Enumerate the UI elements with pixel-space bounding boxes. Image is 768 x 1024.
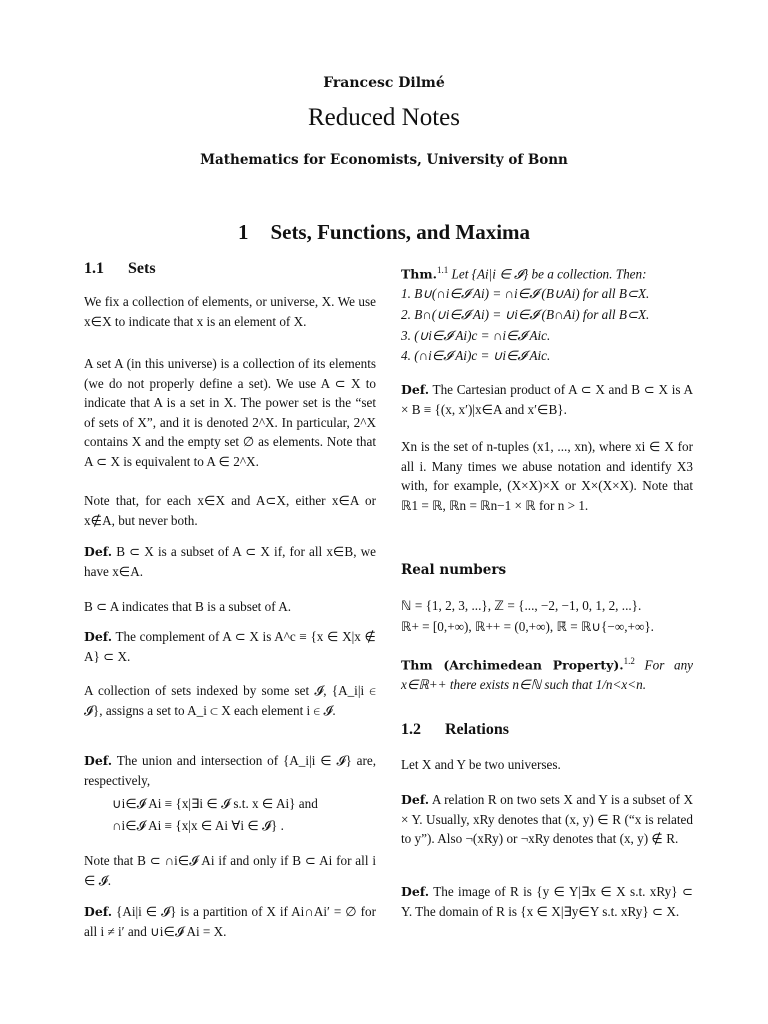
affiliation: Mathematics for Economists, University of Bonn [200, 152, 568, 168]
definition-text: {Ai|i ∈ 𝓘} is a partition of X if Ai∩Ai′ = ∅ for all i ≠ i′ and ∪i∈𝓘 Ai = X. [84, 904, 376, 939]
definition-partition [84, 902, 376, 941]
definition-text: The image of R is {y ∈ Y|∃x ∈ X s.t. xRy} ⊂ Y. The domain of R is {x ∈ X|∃y∈Y s.t. xRy} ⊂ X. [401, 884, 693, 919]
paragraph-tuples: Xn is the set of n-tuples (x1, ..., xn), where xi ∈ X for all i. Many times we abuse notation and identify X3 with, for example, (X×X)×X or X×(X×X). Note that ℝ1 = ℝ, ℝn = ℝn−1 × ℝ for n > 1. [401, 439, 693, 513]
theorem-item-1: 1. B∪(∩i∈𝓘 Ai) = ∩i∈𝓘 (B∪Ai) for all B⊂X. [401, 286, 650, 301]
paragraph-universe: We fix a collection of elements, or universe, X. We use x∈X to indicate that x is an element of X. [84, 294, 376, 329]
theorem-label: Thm (Archimedean Property). [401, 657, 624, 673]
subsection-number: 1.2 [401, 721, 421, 738]
definition-label: Def. [84, 753, 113, 768]
theorem-item-4: 4. (∩i∈𝓘 Ai)c = ∪i∈𝓘 Aic. [401, 348, 551, 363]
paragraph-membership: Note that, for each x∈X and A⊂X, either x∈A or x∉A, but never both. [84, 493, 376, 528]
definition-union [84, 751, 376, 790]
definition-text: A relation R on two sets X and Y is a subset of X × Y. Usually, xRy denotes that (x, y) ∈ R (“x is related to y”). Also ¬(xRy) or ¬xRy denotes that (x, y) ∉ R. [401, 792, 693, 847]
definition-cartesian [401, 380, 693, 419]
section-title: Sets, Functions, and Maxima [270, 220, 531, 244]
theorem-number: 1.1 [436, 265, 449, 275]
definition-text: The complement of A ⊂ X is A^c ≡ {x ∈ X|x ∉ A} ⊂ X. [84, 629, 376, 664]
definition-label: Def. [84, 904, 113, 919]
paragraph-collection: A collection of sets indexed by some set 𝓘, {A_i|i ∈ 𝓘}, assigns a set to A_i ⊂ X each element i ∈ 𝓘. [84, 683, 376, 718]
definition-text: B ⊂ X is a subset of A ⊂ X if, for all x∈B, we have x∈A. [84, 544, 376, 579]
definition-label: Def. [84, 629, 113, 644]
author: Francesc Dilmé [323, 75, 445, 91]
theorem-text-b: x∈ℝ++ there exists n∈ℕ such that 1/n<x<n. [401, 676, 646, 692]
definition-label: Def. [401, 884, 430, 899]
definition-text: The union and intersection of {A_i|i ∈ 𝓘} are, respectively, [84, 753, 376, 788]
theorem-label: Thm. [401, 266, 437, 282]
page-title: Reduced Notes [307, 104, 461, 131]
subsection-number: 1.1 [84, 260, 104, 277]
theorem-item-3: 3. (∪i∈𝓘 Ai)c = ∩i∈𝓘 Aic. [401, 328, 551, 343]
definition-label: Def. [401, 382, 430, 397]
section-heading [0, 220, 768, 245]
subsection-relations [401, 721, 509, 739]
paragraph-set-definition: A set A (in this universe) is a collection of its elements (we do not properly define a set). We use A ⊂ X to indicate that A is a set in X. The power set is the “set of sets of X”, and it is denoted 2^X. In particular, 2^X contains X and the empty set ∅ as elements. Note that A ⊂ X is equivalent to A ∈ 2^X. [84, 356, 376, 469]
paragraph-universes: Let X and Y be two universes. [401, 757, 561, 772]
definition-text: The Cartesian product of A ⊂ X and B ⊂ X is A × B ≡ {(x, x′)|x∈A and x′∈B}. [401, 382, 693, 417]
definition-subset [84, 542, 376, 581]
definition-image [401, 882, 693, 921]
definition-relation [401, 790, 693, 849]
theorem-number: 1.2 [623, 656, 635, 666]
subsection-title: Relations [445, 721, 509, 738]
intersection-formula: ∩i∈𝓘 Ai ≡ {x|x ∈ Ai ∀i ∈ 𝓘} . [112, 818, 284, 833]
definition-label: Def. [84, 544, 113, 559]
section-number: 1 [237, 220, 249, 244]
definition-complement [84, 627, 376, 666]
paragraph-subset-notation: B ⊂ A indicates that B is a subset of A. [84, 599, 292, 614]
union-formula: ∪i∈𝓘 Ai ≡ {x|∃i ∈ 𝓘 s.t. x ∈ Ai} and [112, 796, 318, 811]
theorem-text-a: For any [644, 657, 694, 673]
theorem-archimedean [401, 652, 693, 695]
theorem-intro: Let {Ai|i ∈ 𝓘} be a collection. Then: [451, 266, 647, 282]
subsection-sets [84, 260, 156, 278]
paragraph-intersection-subset: Note that B ⊂ ∩i∈𝓘 Ai if and only if B ⊂ Ai for all i ∈ 𝓘. [84, 853, 376, 888]
subsection-title: Sets [128, 260, 156, 277]
theorem-1-1 [401, 261, 693, 284]
theorem-item-2: 2. B∩(∪i∈𝓘 Ai) = ∪i∈𝓘 (B∩Ai) for all B⊂X. [401, 307, 650, 322]
subheading-real-numbers: Real numbers [401, 562, 507, 578]
natural-integer-sets: ℕ = {1, 2, 3, ...}, ℤ = {..., −2, −1, 0, 1, 2, ...}. [401, 598, 642, 613]
real-number-sets: ℝ+ = [0,+∞), ℝ++ = (0,+∞), ℝ̄ = ℝ∪{−∞,+∞}. [401, 619, 654, 634]
definition-label: Def. [401, 792, 430, 807]
